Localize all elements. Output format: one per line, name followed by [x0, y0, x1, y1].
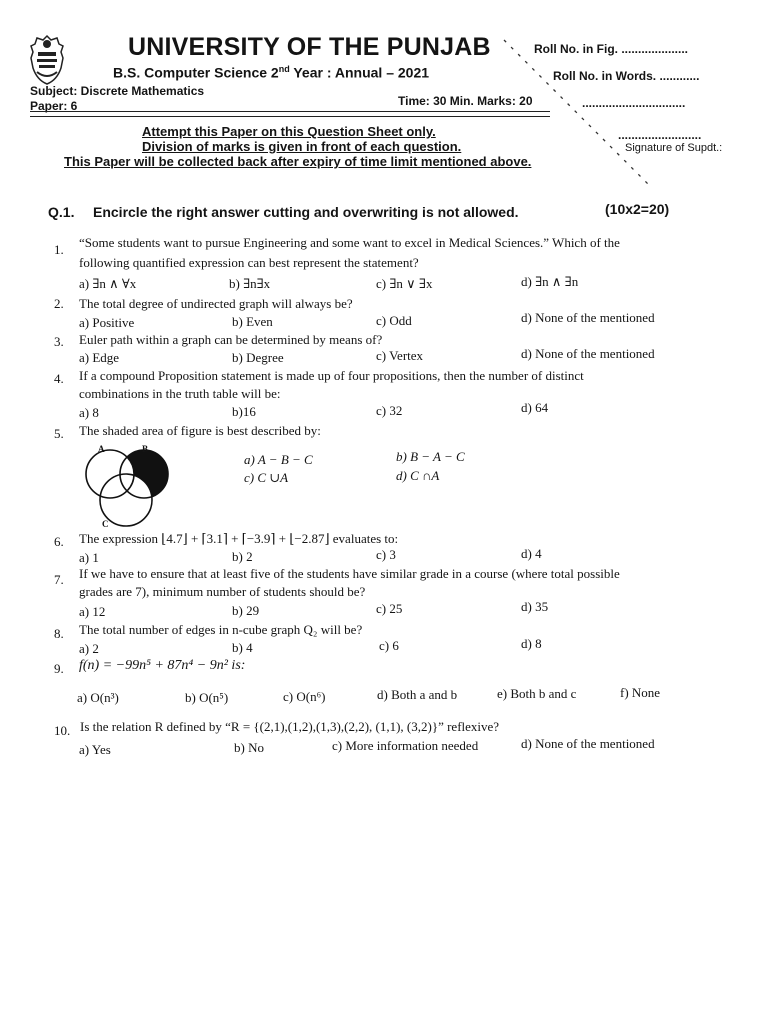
venn-label-b: B — [142, 444, 149, 454]
header-rule-top — [30, 111, 550, 112]
option-e[interactable]: e) Both b and c — [497, 686, 577, 701]
option-b[interactable]: b) ∃n∃x — [229, 276, 271, 291]
option-a[interactable]: a) 8 — [79, 405, 99, 420]
time-marks-label: Time: 30 Min. Marks: 20 — [398, 94, 533, 108]
roll-number-words[interactable]: Roll No. in Words. ............ — [553, 69, 700, 83]
program-line: B.S. Computer Science 2nd Year : Annual – 2021 — [113, 64, 430, 81]
option-b[interactable]: b) 2 — [232, 549, 253, 564]
roll-number-blank[interactable]: ............................... — [582, 96, 686, 110]
venn-label-c: C — [102, 519, 109, 529]
option-d[interactable]: d) None of the mentioned — [521, 736, 655, 751]
option-a[interactable]: a) 1 — [79, 550, 99, 565]
option-d[interactable]: d) Both a and b — [377, 687, 458, 702]
venn-label-a: A — [98, 444, 105, 454]
option-a[interactable]: a) Edge — [79, 350, 120, 365]
subject-label: Subject: Discrete Mathematics — [30, 84, 205, 98]
instruction-line-2: Division of marks is given in front of each question. — [142, 139, 462, 154]
option-c[interactable]: c) 6 — [379, 638, 399, 653]
option-b[interactable]: b) B − A − C — [396, 449, 465, 464]
university-logo — [27, 34, 67, 86]
question-number: 1. — [54, 242, 64, 257]
question-stem: “Some students want to pursue Engineering and some want to excel in Medical Sciences.” Which of the — [79, 235, 620, 250]
question-stem: If a compound Proposition statement is made up of four propositions, then the number of distinct — [79, 368, 584, 383]
option-b[interactable]: b) Degree — [232, 350, 284, 365]
option-c[interactable]: c) O(n⁶) — [283, 689, 326, 704]
instruction-line-3: This Paper will be collected back after expiry of time limit mentioned above. — [64, 154, 532, 169]
signature-label: Signature of Supdt.: — [625, 142, 723, 154]
option-c[interactable]: c) Odd — [376, 313, 412, 328]
section-label: Q.1. — [48, 204, 75, 220]
question-number: 8. — [54, 626, 64, 641]
option-d[interactable]: d) ∃n ∧ ∃n — [521, 274, 579, 289]
option-d[interactable]: d) 35 — [521, 599, 549, 614]
section-instruction: Encircle the right answer cutting and overwriting is not allowed. — [93, 204, 519, 220]
option-c[interactable]: c) 25 — [376, 601, 403, 616]
option-a[interactable]: a) 2 — [79, 641, 99, 656]
question-number: 7. — [54, 572, 64, 587]
option-d[interactable]: d) 64 — [521, 400, 549, 415]
question-stem: Euler path within a graph can be determined by means of? — [79, 332, 383, 347]
option-b[interactable]: b) 29 — [232, 603, 260, 618]
question-number: 6. — [54, 534, 64, 549]
option-a[interactable]: a) ∃n ∧ ∀x — [79, 276, 137, 291]
question-number: 3. — [54, 334, 64, 349]
option-b[interactable]: b) Even — [232, 314, 273, 329]
paper-label: Paper: 6 — [30, 99, 78, 113]
question-stem: Is the relation R defined by “R = {(2,1),(1,2),(1,3),(2,2), (1,1), (3,2)}” reflexive? — [80, 719, 500, 734]
signature-blank[interactable]: ......................... — [618, 128, 702, 142]
option-c[interactable]: c) C ∪A — [244, 470, 289, 485]
option-c[interactable]: c) 32 — [376, 403, 403, 418]
option-a[interactable]: a) Yes — [79, 742, 111, 757]
option-c[interactable]: c) 3 — [376, 547, 396, 562]
option-d[interactable]: d) None of the mentioned — [521, 346, 655, 361]
question-stem: combinations in the truth table will be: — [79, 386, 281, 401]
option-c[interactable]: c) More information needed — [332, 738, 479, 753]
question-stem: The total degree of undirected graph will always be? — [79, 296, 353, 311]
option-d[interactable]: d) None of the mentioned — [521, 310, 655, 325]
option-d[interactable]: d) 8 — [521, 636, 542, 651]
instruction-line-1: Attempt this Paper on this Question Sheet only. — [142, 124, 436, 139]
section-marks: (10x2=20) — [605, 201, 670, 217]
question-number: 5. — [54, 426, 64, 441]
question-stem: If we have to ensure that at least five of the students have similar grade in a course (where total possible — [79, 566, 620, 581]
option-a[interactable]: a) Positive — [79, 315, 135, 330]
option-a[interactable]: a) O(n³) — [77, 690, 119, 705]
venn-diagram — [78, 444, 178, 532]
option-c[interactable]: c) Vertex — [376, 348, 424, 363]
question-stem: following quantified expression can best represent the statement? — [79, 255, 419, 270]
option-d[interactable]: d) C ∩A — [396, 468, 440, 483]
question-number: 9. — [54, 661, 64, 676]
option-a[interactable]: a) A − B − C — [244, 452, 313, 467]
question-stem: f(n) = −99n⁵ + 87n⁴ − 9n² is: — [79, 658, 246, 673]
roll-number-figures[interactable]: Roll No. in Fig. .................... — [534, 42, 689, 56]
question-stem: The total number of edges in n-cube graph Q₂ will be? — [79, 622, 363, 637]
question-number: 10. — [54, 723, 71, 738]
option-a[interactable]: a) 12 — [79, 604, 106, 619]
option-d[interactable]: d) 4 — [521, 546, 542, 561]
question-number: 2. — [54, 296, 64, 311]
question-stem: grades are 7), minimum number of students should be? — [79, 584, 366, 599]
option-b[interactable]: b) O(n⁵) — [185, 690, 229, 705]
option-b[interactable]: b) No — [234, 740, 264, 755]
option-f[interactable]: f) None — [620, 685, 661, 700]
option-b[interactable]: b) 4 — [232, 640, 253, 655]
question-stem: The expression ⌊4.7⌋ + ⌈3.1⌉ + ⌈−3.9⌉ + ⌊−2.87⌋ evaluates to: — [79, 531, 399, 546]
university-title: UNIVERSITY OF THE PUNJAB — [128, 33, 491, 61]
header-rule-bottom — [30, 116, 550, 117]
question-number: 4. — [54, 371, 64, 386]
option-c[interactable]: c) ∃n ∨ ∃x — [376, 276, 433, 291]
question-stem: The shaded area of figure is best described by: — [79, 423, 321, 438]
option-b[interactable]: b)16 — [232, 404, 256, 419]
